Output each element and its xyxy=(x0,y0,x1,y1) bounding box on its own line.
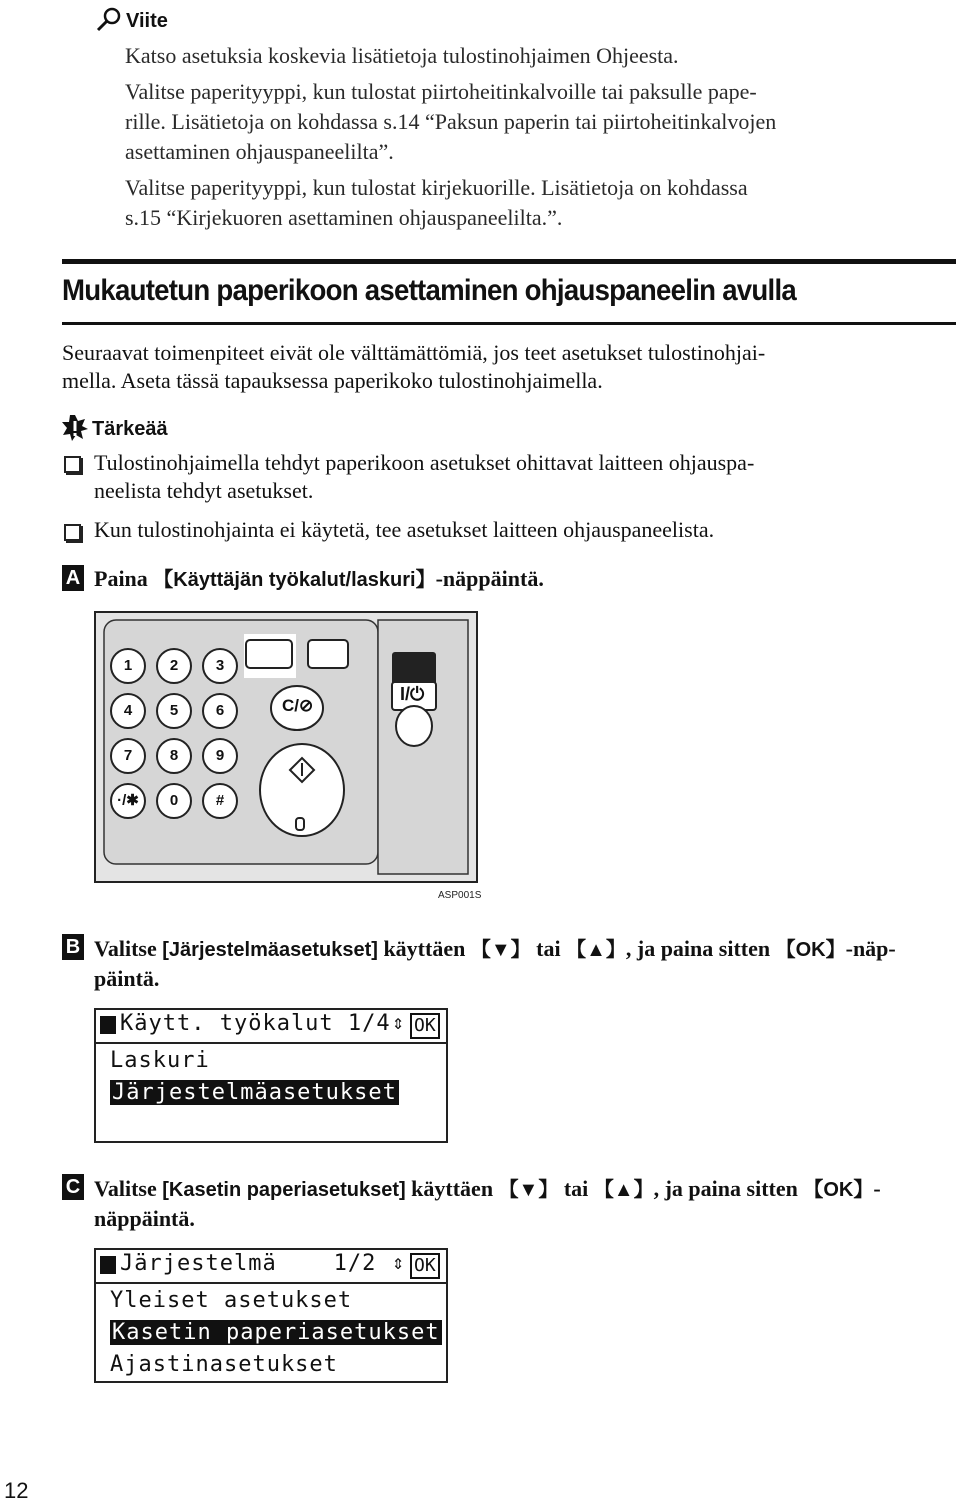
menu-icon xyxy=(100,1256,116,1274)
important-heading: Tärkeää xyxy=(92,418,168,440)
note-line: Katso asetuksia koskevia lisätietoja tulostinohjaimen Ohjeesta. xyxy=(125,43,679,68)
step-number: B xyxy=(62,934,84,960)
lcd-header xyxy=(96,1250,446,1284)
up-key: 【▲】 xyxy=(566,939,626,961)
lcd-ok-box: OK xyxy=(410,1253,440,1279)
step-text-part: käyttäen xyxy=(405,1176,499,1201)
note-line: asettaminen ohjauspaneelilta”. xyxy=(125,139,394,164)
down-key: 【▼】 xyxy=(470,939,531,961)
keypad-button-5[interactable]: 5 xyxy=(156,693,192,729)
intro-line: mella. Aseta tässä tapauksessa paperikoko tulostinohjaimella. xyxy=(62,368,603,393)
lcd-row-highlight: Kasetin paperiasetukset xyxy=(112,1320,440,1345)
intro-line: Seuraavat toimenpiteet eivät ole välttämättömiä, jos teet asetukset tulostinohjai- xyxy=(62,340,766,365)
keypad-button-1[interactable]: 1 xyxy=(110,648,146,684)
lcd-row: Yleiset asetukset xyxy=(110,1288,353,1313)
control-panel-illustration xyxy=(94,610,478,886)
power-label: I/⏻ xyxy=(400,684,425,704)
lcd-display-2 xyxy=(94,1248,448,1383)
keypad-button-10[interactable]: ·/✱ xyxy=(110,783,146,819)
step-3-text xyxy=(94,1174,881,1205)
keypad-button-6[interactable]: 6 xyxy=(202,693,238,729)
updown-arrow-icon: ⇕ xyxy=(392,1010,405,1034)
lcd-row-selected xyxy=(110,1078,399,1108)
menu-icon xyxy=(100,1016,116,1034)
updown-arrow-icon: ⇕ xyxy=(392,1250,405,1274)
keypad-button-3[interactable]: 3 xyxy=(202,648,238,684)
step-text-part: tai xyxy=(530,936,567,961)
section-title: Mukautetun paperikoon asettaminen ohjauspaneelin avulla xyxy=(62,274,797,307)
step-text-part: , ja paina sitten xyxy=(625,936,776,961)
important-item: Kun tulostinohjainta ei käytetä, tee asetukset laitteen ohjauspaneelista. xyxy=(94,517,715,542)
keypad-button-11[interactable]: 0 xyxy=(156,783,192,819)
note-heading: Viite xyxy=(126,10,168,32)
menu-item-ref: [Järjestelmäasetukset] xyxy=(162,939,378,961)
step-3-text-cont: näppäintä. xyxy=(94,1206,195,1231)
keypad-button-7[interactable]: 7 xyxy=(110,738,146,774)
lcd-header-title: Järjestelmä 1/2 xyxy=(120,1251,377,1276)
lcd-display-1 xyxy=(94,1008,448,1143)
step-number: C xyxy=(62,1174,84,1200)
user-tools-key: 【Käyttäjän työkalut/laskuri】 xyxy=(153,569,436,591)
clear-stop-label: C/⊘ xyxy=(282,696,314,715)
keypad-button-8[interactable]: 8 xyxy=(156,738,192,774)
up-key: 【▲】 xyxy=(593,1179,654,1201)
keypad-button-4[interactable]: 4 xyxy=(110,693,146,729)
step-2-text-cont: päintä. xyxy=(94,966,160,991)
ok-key: 【OK】 xyxy=(803,1179,874,1201)
lcd-row-selected xyxy=(110,1318,442,1348)
important-icon xyxy=(62,414,88,447)
step-text-part: tai xyxy=(558,1176,594,1201)
step-1-text xyxy=(94,564,544,595)
section-rule-top xyxy=(62,259,956,264)
keypad-button-9[interactable]: 9 xyxy=(202,738,238,774)
step-text-part: Valitse xyxy=(94,936,163,961)
step-text-part: -näppäintä. xyxy=(435,566,544,591)
important-item: neelista tehdyt asetukset. xyxy=(94,478,314,503)
note-line: rille. Lisätietoja on kohdassa s.14 “Paksun paperin tai piirtoheitinkalvojen xyxy=(125,109,777,134)
down-key: 【▼】 xyxy=(498,1179,559,1201)
lcd-ok-box: OK xyxy=(410,1013,440,1039)
note-line: s.15 “Kirjekuoren asettaminen ohjauspaneelilta.”. xyxy=(125,205,563,230)
keypad-button-12[interactable]: # xyxy=(202,783,238,819)
magnifier-icon xyxy=(96,6,124,37)
step-text-part: käyttäen xyxy=(377,936,471,961)
step-2-text xyxy=(94,934,896,965)
lcd-header xyxy=(96,1010,446,1044)
note-line: Valitse paperityyppi, kun tulostat kirjekuorille. Lisätietoja on kohdassa xyxy=(125,175,748,200)
step-text-part: - xyxy=(873,1176,881,1201)
lcd-row: Ajastinasetukset xyxy=(110,1352,338,1377)
page-number: 12 xyxy=(4,1478,29,1503)
step-text-part: Valitse xyxy=(94,1176,163,1201)
lcd-header-title: Käytt. työkalut 1/4 xyxy=(120,1011,391,1036)
menu-item-ref: [Kasetin paperiasetukset] xyxy=(162,1179,406,1201)
step-text-part: -näp- xyxy=(845,936,896,961)
important-item: Tulostinohjaimella tehdyt paperikoon asetukset ohittavat laitteen ohjauspa- xyxy=(94,450,755,475)
section-rule-bottom xyxy=(62,322,956,325)
note-line: Valitse paperityyppi, kun tulostat piirtoheitinkalvoille tai paksulle pape- xyxy=(125,79,757,104)
step-number: A xyxy=(62,565,84,591)
ok-key: 【OK】 xyxy=(775,939,846,961)
lcd-row: Laskuri xyxy=(110,1048,210,1073)
step-text-part: Paina xyxy=(94,566,154,591)
lcd-row-highlight: Järjestelmäasetukset xyxy=(112,1080,397,1105)
checkbox-bullet-icon xyxy=(64,524,81,541)
step-text-part: , ja paina sitten xyxy=(653,1176,804,1201)
figure-code: ASP001S xyxy=(438,890,482,901)
keypad-button-2[interactable]: 2 xyxy=(156,648,192,684)
checkbox-bullet-icon xyxy=(64,456,81,473)
